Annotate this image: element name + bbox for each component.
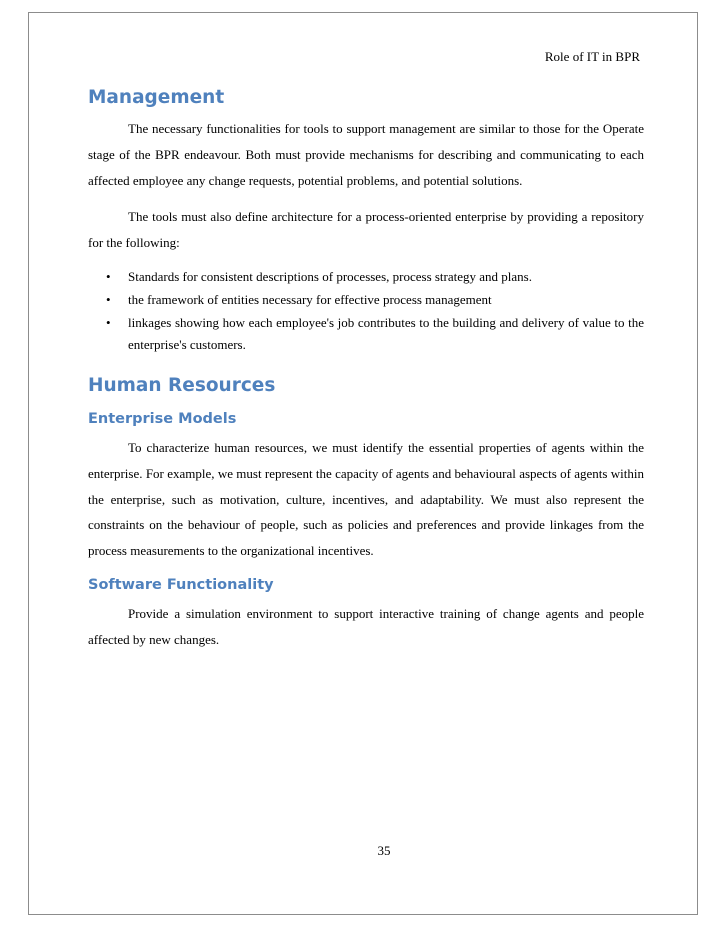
bullet-text: linkages showing how each employee's job contributes to the building and delivery of value to the enterprise's customers. (128, 314, 644, 352)
heading-management: Management (88, 87, 225, 108)
bullet-icon: • (106, 268, 111, 284)
page-number (0, 843, 728, 859)
bullet-icon: • (106, 291, 111, 307)
heading-human-resources: Human Resources (88, 374, 276, 396)
page-number-text: 35 (377, 843, 391, 858)
software-functionality-paragraph: Provide a simulation environment to support interactive training of change agents and people affected by new changes. (88, 605, 644, 647)
heading-software-functionality: Software Functionality (88, 576, 274, 593)
list-item (88, 312, 644, 356)
management-paragraph-2: The tools must also define architecture for a process-oriented enterprise by providing a repository for the following: (88, 209, 644, 251)
enterprise-models-paragraph: To characterize human resources, we must identify the essential properties of agents within the enterprise. For example, we must represent the capacity of agents and behavioural aspects of agents within the enterprise, such as motivation, culture, incentives, and adaptability. We must also represent the constraints on the behaviour of people, such as policies and preferences and provide linkages from the process measurements to the organizational incentives. (88, 439, 644, 559)
heading-enterprise-models: Enterprise Models (88, 410, 237, 427)
management-paragraph-1: The necessary functionalities for tools to support management are similar to those for the Operate stage of the BPR endeavour. Both must provide mechanisms for describing and communicating to each affected employee any change requests, potential problems, and potential solutions. (88, 121, 644, 188)
list-item (88, 289, 644, 311)
bullet-text: Standards for consistent descriptions of processes, process strategy and plans. (128, 268, 532, 284)
document-body (88, 86, 644, 653)
running-header: Role of IT in BPR (544, 49, 640, 64)
management-bullet-list (88, 266, 644, 356)
bullet-text: the framework of entities necessary for effective process management (128, 291, 492, 307)
bullet-icon: • (106, 314, 111, 330)
list-item (88, 266, 644, 288)
